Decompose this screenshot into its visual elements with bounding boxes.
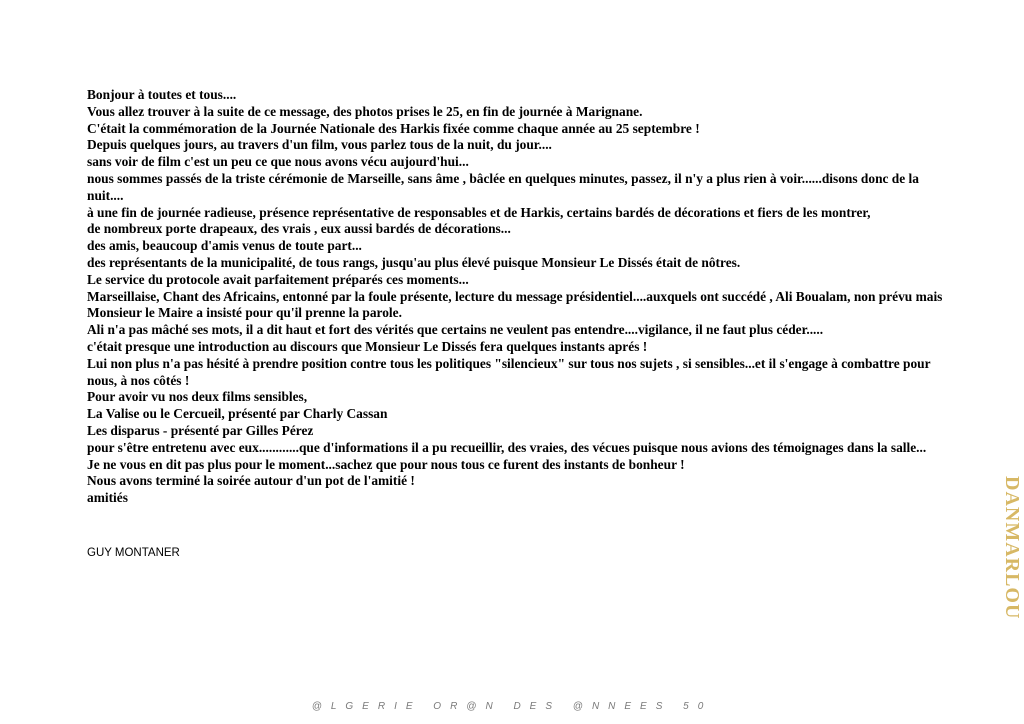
letter-line: Marseillaise, Chant des Africains, entonné par la foule présente, lecture du message présidentiel....auxquels ont succédé , Ali Boualam, non prévu mais Monsieur le Maire a insisté pour qu'il prenne la parole. bbox=[87, 288, 943, 321]
letter-line: La Valise ou le Cercueil, présenté par Charly Cassan bbox=[87, 406, 388, 422]
letter-line: Les disparus - présenté par Gilles Pérez bbox=[87, 422, 314, 438]
letter-line: C'était la commémoration de la Journée Nationale des Harkis fixée comme chaque année au 25 septembre ! bbox=[87, 120, 700, 136]
letter-line: à une fin de journée radieuse, présence représentative de responsables et de Harkis, certains bardés de décorations et fiers de les montrer, bbox=[87, 204, 871, 220]
letter-line: Nous avons terminé la soirée autour d'un pot de l'amitié ! bbox=[87, 473, 415, 489]
letter-line: de nombreux porte drapeaux, des vrais , eux aussi bardés de décorations... bbox=[87, 221, 511, 237]
letter-line: Je ne vous en dit pas plus pour le moment...sachez que pour nous tous ce furent des instants de bonheur ! bbox=[87, 456, 685, 472]
letter-line: nous sommes passés de la triste cérémonie de Marseille, sans âme , bâclée en quelques minutes, passez, il n'y a plus rien à voir......disons donc de la nuit.... bbox=[87, 170, 919, 203]
letter-line: pour s'être entretenu avec eux............que d'informations il a pu recueillir, des vraies, des vécues puisque nous avions des témoignages dans la salle... bbox=[87, 439, 927, 455]
letter-line: Pour avoir vu nos deux films sensibles, bbox=[87, 389, 308, 405]
letter-line: des représentants de la municipalité, de tous rangs, jusqu'au plus élevé puisque Monsieur Le Dissés était de nôtres. bbox=[87, 254, 741, 270]
letter-body bbox=[87, 87, 947, 507]
letter-line: Le service du protocole avait parfaitement préparés ces moments... bbox=[87, 271, 469, 287]
letter-line: c'était presque une introduction au discours que Monsieur Le Dissés fera quelques instants aprés ! bbox=[87, 338, 648, 354]
letter-line: sans voir de film c'est un peu ce que nous avons vécu aujourd'hui... bbox=[87, 154, 469, 170]
letter-line: des amis, beaucoup d'amis venus de toute part... bbox=[87, 238, 362, 254]
letter-line: Vous allez trouver à la suite de ce message, des photos prises le 25, en fin de journée à Marignane. bbox=[87, 103, 643, 119]
page-footer: @LGERIE OR@N DES @NNEES 50 bbox=[311, 701, 713, 712]
letter-line: Lui non plus n'a pas hésité à prendre position contre tous les politiques "silencieux" sur tous nos sujets , si sensibles...et il s'engage à combattre pour nous, à nos côtés ! bbox=[87, 355, 931, 388]
letter-line: Depuis quelques jours, au travers d'un film, vous parlez tous de la nuit, du jour.... bbox=[87, 137, 552, 153]
watermark-text: DANMARLOU bbox=[1001, 476, 1023, 620]
letter-line: Bonjour à toutes et tous.... bbox=[87, 87, 237, 102]
letter-line: amitiés bbox=[87, 490, 128, 506]
letter-line: Ali n'a pas mâché ses mots, il a dit haut et fort des vérités que certains ne veulent pas entendre....vigilance, il ne faut plus céder..... bbox=[87, 322, 824, 338]
signature: GUY MONTANER bbox=[87, 547, 180, 559]
